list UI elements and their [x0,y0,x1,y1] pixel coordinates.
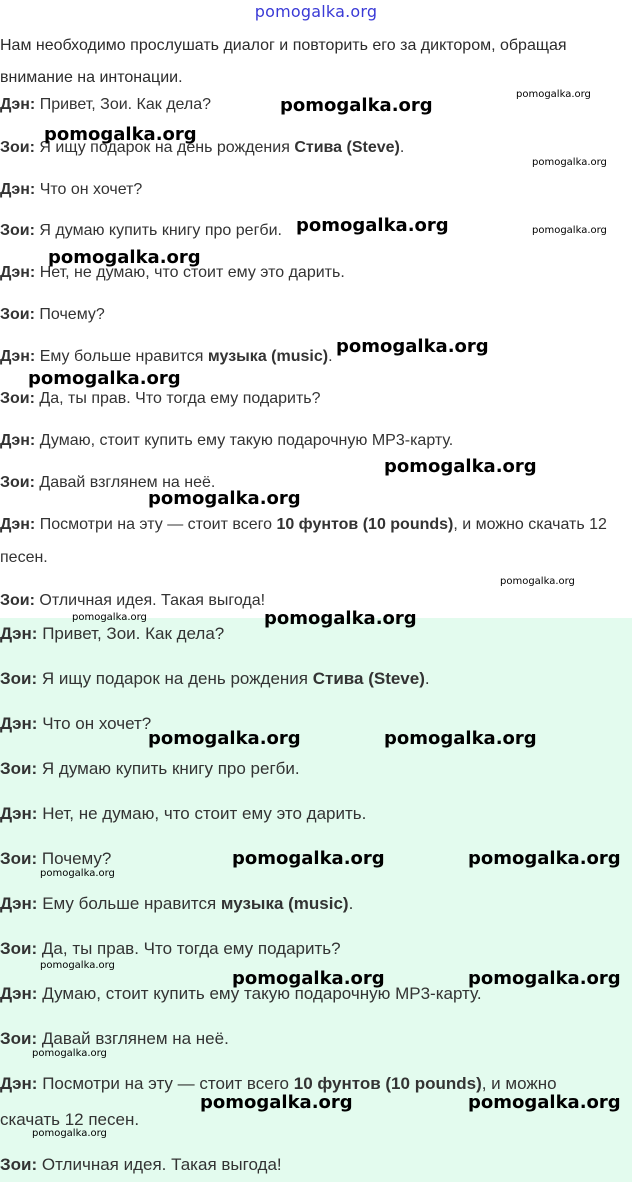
speaker: Дэн [0,714,32,733]
dialogue-line [0,390,321,408]
colon: : [31,984,38,1003]
dialogue-line [0,222,282,240]
colon: : [29,474,35,491]
speaker: Дэн [0,624,32,643]
dialogue-line [0,894,353,914]
line-bold: Стива (Steve) [294,139,400,156]
watermark: pomogalka.org [232,848,385,869]
watermark: pomogalka.org [516,89,591,100]
watermark: pomogalka.org [44,124,197,145]
line-text: Почему? [39,306,105,323]
speaker: Дэн [0,984,32,1003]
dialogue-line [0,96,211,114]
colon: : [31,1029,38,1048]
line-bold: 10 фунтов (10 pounds) [276,516,454,533]
watermark: pomogalka.org [32,1048,107,1059]
colon: : [29,264,36,281]
line-text-end: . [328,348,333,365]
watermark: pomogalka.org [532,225,607,236]
watermark: pomogalka.org [148,488,301,509]
line-text: Ему больше нравится [39,348,208,365]
speaker: Зои [0,1155,32,1174]
line-text: Почему? [41,849,112,868]
speaker: Дэн [0,96,30,113]
speaker: Зои [0,759,32,778]
speaker: Дэн [0,804,32,823]
watermark: pomogalka.org [40,960,115,971]
watermark: pomogalka.org [296,215,449,236]
speaker: Зои [0,849,32,868]
colon: : [29,516,36,533]
colon: : [29,96,36,113]
line-text-end: , и можно скачать 12 [453,516,607,533]
line-text: Отличная идея. Такая выгода! [41,1155,282,1174]
colon: : [31,624,38,643]
colon: : [29,592,35,609]
speaker: Дэн [0,432,30,449]
line-text: Что он хочет? [39,181,143,198]
colon: : [31,894,38,913]
line-text: Я думаю купить книгу про регби. [41,759,300,778]
line-text: Думаю, стоит купить ему такую подарочную MP3-карту. [39,432,454,449]
watermark: pomogalka.org [468,1092,621,1113]
watermark: pomogalka.org [468,968,621,989]
header-logo[interactable]: pomogalka.org [254,2,378,21]
colon: : [31,1155,38,1174]
watermark: pomogalka.org [532,157,607,168]
dialogue-line [0,516,607,534]
line-text: Нет, не думаю, что стоит ему это дарить. [39,264,345,281]
line-text: Давай взглянем на неё. [39,474,216,491]
line-text-end: . [424,669,430,688]
colon: : [29,222,35,239]
line-text: Отличная идея. Такая выгода! [39,592,266,609]
watermark: pomogalka.org [48,247,201,268]
speaker: Дэн [0,1074,32,1093]
line-text: Я думаю купить книгу про регби. [39,222,282,239]
speaker: Зои [0,139,30,156]
colon: : [31,804,38,823]
line-bold: музыка (music) [207,348,329,365]
speaker: Дэн [0,348,30,365]
line-text-end: . [399,139,405,156]
line-text: Думаю, стоит купить ему такую подарочную MP3-карту. [42,984,482,1003]
speaker: Зои [0,390,30,407]
dialogue-line [0,624,224,644]
speaker: Дэн [0,181,30,198]
line-text: Посмотри на эту — стоит всего [39,516,277,533]
watermark: pomogalka.org [232,968,385,989]
line-text-end: . [348,894,354,913]
dialogue-line-continued: песен. [0,549,48,566]
line-bold: Стива (Steve) [312,669,425,688]
colon: : [29,139,35,156]
speaker: Зои [0,592,30,609]
watermark: pomogalka.org [468,848,621,869]
watermark: pomogalka.org [384,728,537,749]
line-text: Привет, Зои. Как дела? [39,96,212,113]
line-text: Что он хочет? [42,714,152,733]
line-text: Да, ты прав. Что тогда ему подарить? [41,939,341,958]
dialogue-line [0,181,142,199]
watermark: pomogalka.org [384,456,537,477]
colon: : [31,1074,38,1093]
dialogue-line-continued: скачать 12 песен. [0,1110,140,1129]
watermark: pomogalka.org [148,728,301,749]
line-text: Привет, Зои. Как дела? [42,624,225,643]
speaker: Зои [0,1029,32,1048]
dialogue-line [0,849,111,869]
line-text: Посмотри на эту — стоит всего [42,1074,294,1093]
dialogue-line [0,348,333,366]
speaker: Зои [0,222,30,239]
colon: : [31,759,38,778]
speaker: Зои [0,306,30,323]
watermark: pomogalka.org [28,368,181,389]
speaker: Зои [0,669,32,688]
intro-text: Нам необходимо прослушать диалог и повторить его за диктором, обращая внимание на интонации. [0,37,567,86]
dialogue-line [0,714,151,734]
colon: : [29,432,36,449]
line-text: Ему больше нравится [42,894,221,913]
watermark: pomogalka.org [280,95,433,116]
colon: : [29,390,35,407]
speaker: Дэн [0,516,30,533]
watermark: pomogalka.org [264,608,417,629]
speaker: Дэн [0,264,30,281]
line-text: Нет, не думаю, что стоит ему это дарить. [42,804,367,823]
watermark: pomogalka.org [336,336,489,357]
colon: : [29,348,36,365]
dialogue-line [0,759,300,779]
dialogue-line [0,1074,557,1094]
line-text: Давай взглянем на неё. [41,1029,229,1048]
colon: : [31,939,38,958]
dialogue-line [0,939,341,959]
dialogue-line [0,1155,282,1175]
watermark: pomogalka.org [200,1092,353,1113]
dialogue-line [0,432,453,450]
line-text: Я ищу подарок на день рождения [39,139,295,156]
colon: : [31,849,38,868]
watermark: pomogalka.org [32,1128,107,1139]
dialogue-line [0,1029,229,1049]
line-bold: музыка (music) [220,894,349,913]
speaker: Зои [0,474,30,491]
line-text: Я ищу подарок на день рождения [41,669,313,688]
dialogue-line [0,669,430,689]
line-text: Да, ты прав. Что тогда ему подарить? [39,390,321,407]
speaker: Зои [0,939,32,958]
watermark: pomogalka.org [500,576,575,587]
line-text-end: , и можно [481,1074,557,1093]
watermark: pomogalka.org [40,868,115,879]
colon: : [31,669,38,688]
watermark: pomogalka.org [72,612,147,623]
colon: : [29,306,35,323]
dialogue-line [0,804,366,824]
colon: : [31,714,38,733]
speaker: Дэн [0,894,32,913]
dialogue-line [0,306,105,324]
dialogue-line [0,592,265,610]
colon: : [29,181,36,198]
line-bold: 10 фунтов (10 pounds) [293,1074,482,1093]
